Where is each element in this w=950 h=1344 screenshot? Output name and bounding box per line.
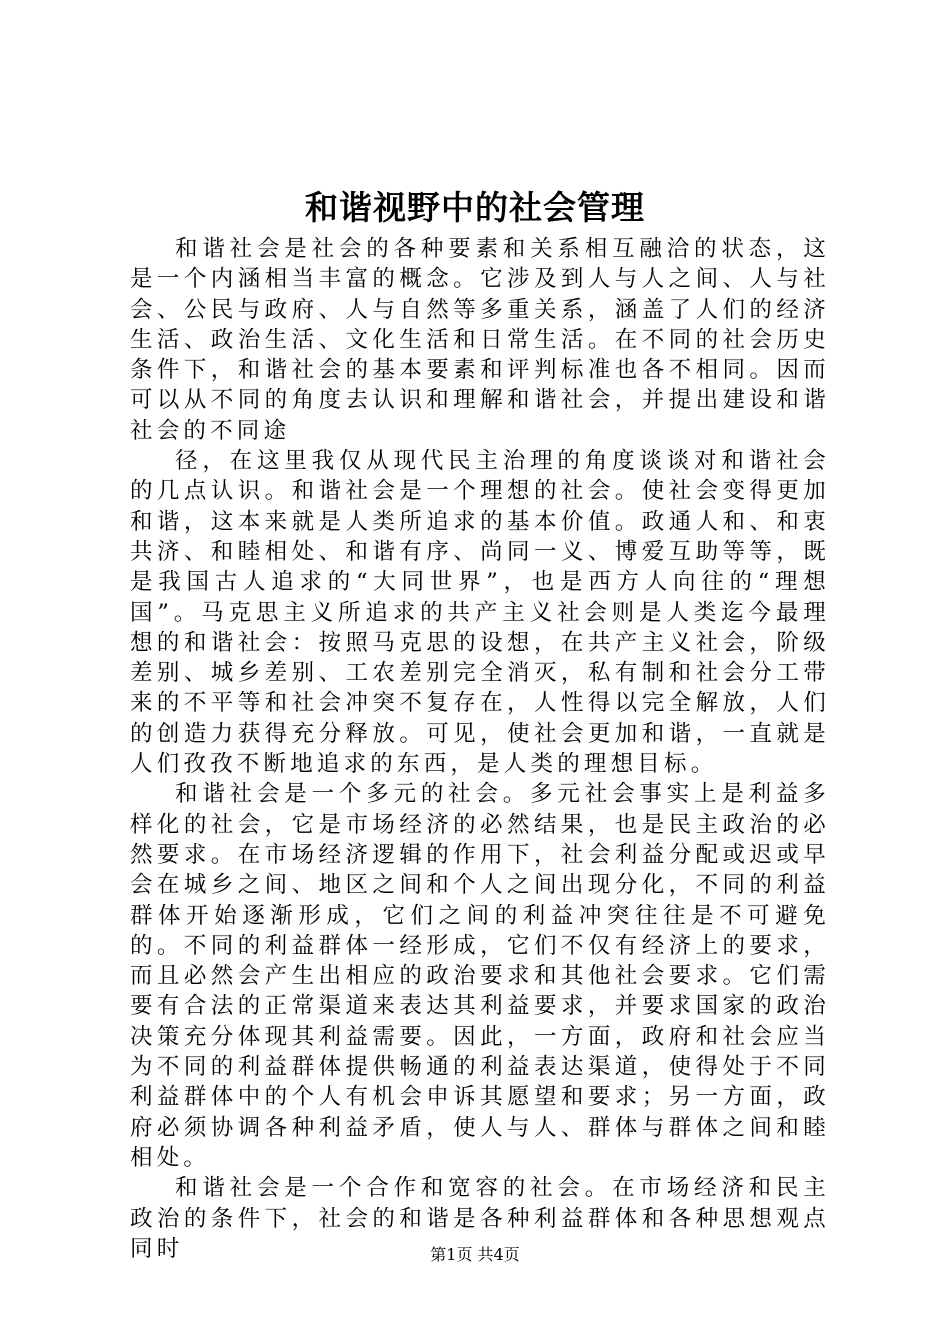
paragraph-3: 和谐社会是一个多元的社会。多元社会事实上是利益多样化的社会，它是市场经济的必然结果，也是民主政治的必然要求。在市场经济逻辑的作用下，社会利益分配或迟或早会在城乡之间、地区之间和个人之间出现分化，不同的利益群体开始逐渐形成，它们之间的利益冲突往往是不可避免的。不同的利益群体一经形成，它们不仅有经济上的要求，而且必然会产生出相应的政治要求和其他社会要求。它们需要有合法的正常渠道来表达其利益要求，并要求国家的政治决策充分体现其利益需要。因此，一方面，政府和社会应当为不同的利益群体提供畅通的利益表达渠道，使得处于不同利益群体中的个人有机会申诉其愿望和要求；另一方面，政府必须协调各种利益矛盾，使人与人、群体与群体之间和睦相处。 [130, 781, 830, 1171]
document-title: 和谐视野中的社会管理 [305, 188, 645, 227]
paragraph-4: 和谐社会是一个合作和宽容的社会。在市场经济和民主政治的条件下，社会的和谐是各种利益群体和各种思想观点同时 [130, 1175, 830, 1262]
paragraph-1: 和谐社会是社会的各种要素和关系相互融洽的状态，这是一个内涵相当丰富的概念。它涉及到人与人之间、人与社会、公民与政府、人与自然等多重关系，涵盖了人们的经济生活、政治生活、文化生活和日常生活。在不同的社会历史条件下，和谐社会的基本要素和评判标准也各不相同。因而可以从不同的角度去认识和理解和谐社会，并提出建设和谐社会的不同途 [130, 236, 830, 444]
paragraph-2: 径，在这里我仅从现代民主治理的角度谈谈对和谐社会的几点认识。和谐社会是一个理想的社会。使社会变得更加和谐，这本来就是人类所追求的基本价值。政通人和、和衷共济、和睦相处、和谐有序、尚同一义、博爱互助等等，既是我国古人追求的“大同世界”，也是西方人向往的“理想国”。马克思主义所追求的共产主义社会则是人类迄今最理想的和谐社会：按照马克思的设想，在共产主义社会，阶级差别、城乡差别、工农差别完全消灭，私有制和社会分工带来的不平等和社会冲突不复存在，人性得以完全解放，人们的创造力获得充分释放。可见，使社会更加和谐，一直就是人们孜孜不断地追求的东西，是人类的理想目标。 [130, 448, 830, 778]
document-body [130, 234, 830, 1264]
page-number: 第1页 共4页 [430, 1245, 520, 1264]
page-footer [0, 1244, 950, 1266]
